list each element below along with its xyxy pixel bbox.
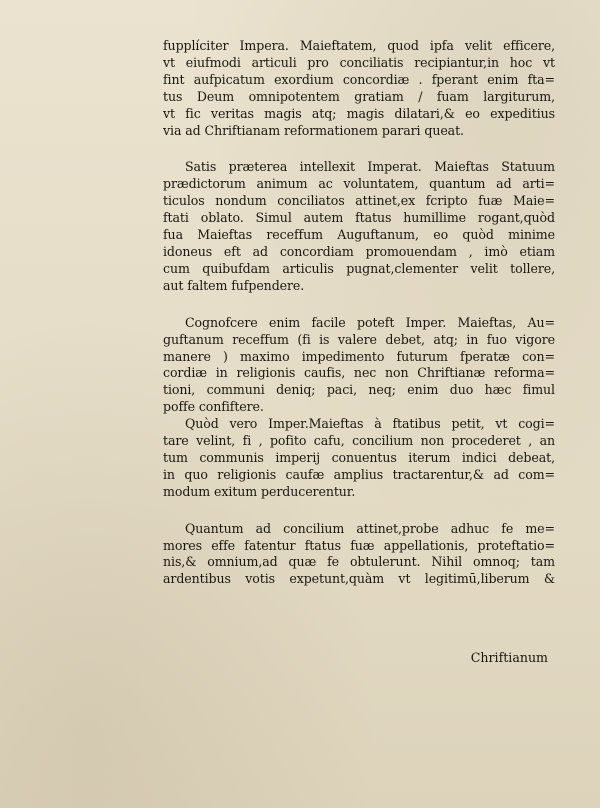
- text-line: in quo religionis caufæ amplius tractarentur,& ad com=: [163, 466, 555, 482]
- text-line: cum quibufdam articulis pugnat,clementer velit tollere,: [163, 260, 555, 276]
- text-line: prædictorum animum ac voluntatem, quantum ad arti=: [163, 176, 555, 192]
- text-line: Cognofcere enim facile poteft Imper. Maieftas, Au=: [185, 314, 555, 330]
- text-line: nis,& omnium,ad quæ fe obtulerunt. Nihil omnoq; tam: [163, 554, 555, 570]
- paragraph-2: [163, 159, 555, 294]
- catchword: Chriftianum: [470, 650, 548, 665]
- text-line: fint aufpicatum exordium concordiæ . fperant enim fta=: [163, 71, 555, 87]
- text-line: Satis præterea intellexit Imperat. Maieftas Statuum: [185, 159, 555, 175]
- text-line: poffe confiftere.: [163, 399, 264, 415]
- text-line: ftati oblato. Simul autem ftatus humillime rogant,quòd: [163, 210, 555, 226]
- paragraph-5: [163, 521, 555, 589]
- text-line: tum communis imperij conuentus iterum indici debeat,: [163, 449, 555, 465]
- paragraph-3: [163, 315, 555, 416]
- paragraph-1: [163, 38, 555, 139]
- text-line: fua Maieftas receffum Auguftanum, eo quòd minime: [163, 227, 555, 243]
- text-block: [163, 38, 555, 588]
- text-line: Quantum ad concilium attinet,probe adhuc fe me=: [185, 520, 555, 536]
- text-line: ticulos nondum conciliatos attinet,ex fcripto fuæ Maie=: [163, 193, 555, 209]
- text-line: cordiæ in religionis caufis, nec non Chriftianæ reforma=: [163, 365, 555, 381]
- text-line: vt fic veritas magis atq; magis dilatari,& eo expeditius: [163, 105, 555, 121]
- text-line: Quòd vero Imper.Maieftas à ftatibus petit, vt cogi=: [185, 416, 555, 432]
- text-line: aut faltem fufpendere.: [163, 277, 305, 293]
- text-line: guftanum receffum (fi is valere debet, atq; in fuo vigore: [163, 331, 555, 347]
- text-line: manere ) maximo impedimento futurum fperatæ con=: [163, 348, 555, 364]
- text-line: tioni, communi deniq; paci, neq; enim duo hæc fimul: [163, 382, 555, 398]
- text-line: mores effe fatentur ftatus fuæ appellationis, proteftatio=: [163, 537, 555, 553]
- text-line: tare velint, fi , pofito cafu, concilium non procederet , an: [163, 433, 555, 449]
- text-line: fupplíciter Impera. Maieftatem, quod ipfa velit efficere,: [163, 38, 555, 53]
- text-line: idoneus eft ad concordiam promouendam , imò etiam: [163, 243, 555, 259]
- text-line: via ad Chriftianam reformationem parari queat.: [163, 122, 464, 138]
- text-line: vt eiufmodi articuli pro conciliatis recipiantur,in hoc vt: [163, 54, 555, 70]
- text-line: tus Deum omnipotentem gratiam / fuam largiturum,: [163, 88, 555, 104]
- text-line: modum exitum perducerentur.: [163, 483, 356, 499]
- paragraph-4: [163, 416, 555, 501]
- text-line: ardentibus votis expetunt,quàm vt legitimū,liberum &: [163, 571, 555, 587]
